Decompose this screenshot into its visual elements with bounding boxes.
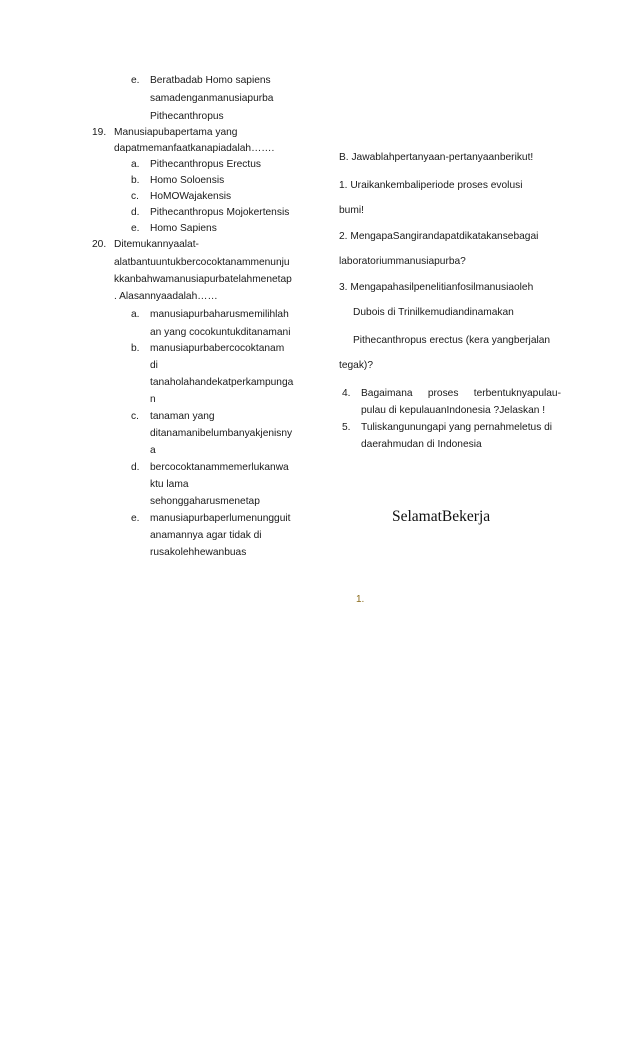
word: proses <box>427 388 459 399</box>
essay-question-1-line: 1. Uraikankembaliperiode proses evolusi <box>339 180 523 191</box>
option-text-line: manusiapurbabercocoktanam <box>150 343 285 354</box>
question-text-line: Manusiapubapertama yang <box>114 127 238 138</box>
option-text-line: samadenganmanusiapurba <box>150 93 274 104</box>
option-text-line: Pithecanthropus Erectus <box>150 159 261 170</box>
essay-question-2-line: laboratoriummanusiapurba? <box>339 256 466 267</box>
option-text-line: an yang cocokuntukditanamani <box>150 327 291 338</box>
essay-question-3-line: Dubois di Trinilkemudiandinamakan <box>353 307 514 318</box>
option-text-line: HoMOWajakensis <box>150 191 232 202</box>
word: Bagaimana <box>361 388 413 399</box>
option-letter: c. <box>131 411 139 422</box>
essay-question-3-line: tegak)? <box>339 360 373 371</box>
essay-question-3-line: 3. Mengapahasilpenelitianfosilmanusiaoleh <box>339 282 534 293</box>
question-text-line: alatbantuuntukbercocoktanammenunju <box>114 257 290 268</box>
option-letter: b. <box>131 175 140 186</box>
essay-question-1-line: bumi! <box>339 205 364 216</box>
option-text-line: Pithecanthropus Mojokertensis <box>150 207 290 218</box>
question-text-line: kkanbahwamanusiapurbatelahmenetap <box>114 274 292 285</box>
option-letter: e. <box>131 223 140 234</box>
essay-question-4-line: pulau di kepulauanIndonesia ?Jelaskan ! <box>361 405 546 416</box>
option-text-line: Homo Soloensis <box>150 175 225 186</box>
option-letter: c. <box>131 191 139 202</box>
option-letter: a. <box>131 309 140 320</box>
option-letter: e. <box>131 75 140 86</box>
essay-question-2-line: 2. MengapaSangirandapatdikatakansebagai <box>339 231 539 242</box>
option-text-line: manusiapurbaperlumenungguit <box>150 513 291 524</box>
option-text-line: Pithecanthropus <box>150 111 224 122</box>
option-text-line: ktu lama <box>150 479 189 490</box>
question-number: 19. <box>92 127 107 138</box>
option-letter: d. <box>131 207 140 218</box>
essay-question-5-line: daerahmudan di Indonesia <box>361 439 482 450</box>
essay-question-number: 4. <box>342 388 351 399</box>
option-letter: a. <box>131 159 140 170</box>
option-text-line: sehonggaharusmenetap <box>150 496 260 507</box>
section-b-heading: B. Jawablahpertanyaan-pertanyaanberikut! <box>339 152 534 163</box>
option-text-line: tanaman yang <box>150 411 215 422</box>
option-letter: b. <box>131 343 140 354</box>
closing-message: SelamatBekerja <box>392 508 491 525</box>
option-text-line: di <box>150 360 158 371</box>
option-letter: e. <box>131 513 140 524</box>
word: terbentuknyapulau- <box>473 388 561 399</box>
essay-question-number: 5. <box>342 422 351 433</box>
option-text-line: tanaholahandekatperkampunga <box>150 377 294 388</box>
question-text-line: . Alasannyaadalah…… <box>114 291 218 302</box>
question-text-line: dapatmemanfaatkanapiadalah……. <box>114 143 275 154</box>
option-text-line: a <box>150 445 156 456</box>
option-text-line: rusakolehhewanbuas <box>150 547 247 558</box>
option-text-line: Beratbadab Homo sapiens <box>150 75 271 86</box>
option-text-line: Homo Sapiens <box>150 223 217 234</box>
essay-question-3-line: Pithecanthropus erectus (kera yangberjalan <box>353 335 551 346</box>
essay-question-5-line: Tuliskangunungapi yang pernahmeletus di <box>361 422 553 433</box>
question-number: 20. <box>92 239 107 250</box>
option-text-line: manusiapurbaharusmemilihlah <box>150 309 289 320</box>
question-text-line: Ditemukannyaalat- <box>114 239 199 250</box>
option-letter: d. <box>131 462 140 473</box>
option-text-line: bercocoktanammemerlukanwa <box>150 462 289 473</box>
essay-question-4-line <box>361 386 561 401</box>
option-text-line: anamannya agar tidak di <box>150 530 262 541</box>
option-text-line: ditanamanibelumbanyakjenisny <box>150 428 293 439</box>
empty-list-number: 1. <box>356 594 365 605</box>
option-text-line: n <box>150 394 156 405</box>
